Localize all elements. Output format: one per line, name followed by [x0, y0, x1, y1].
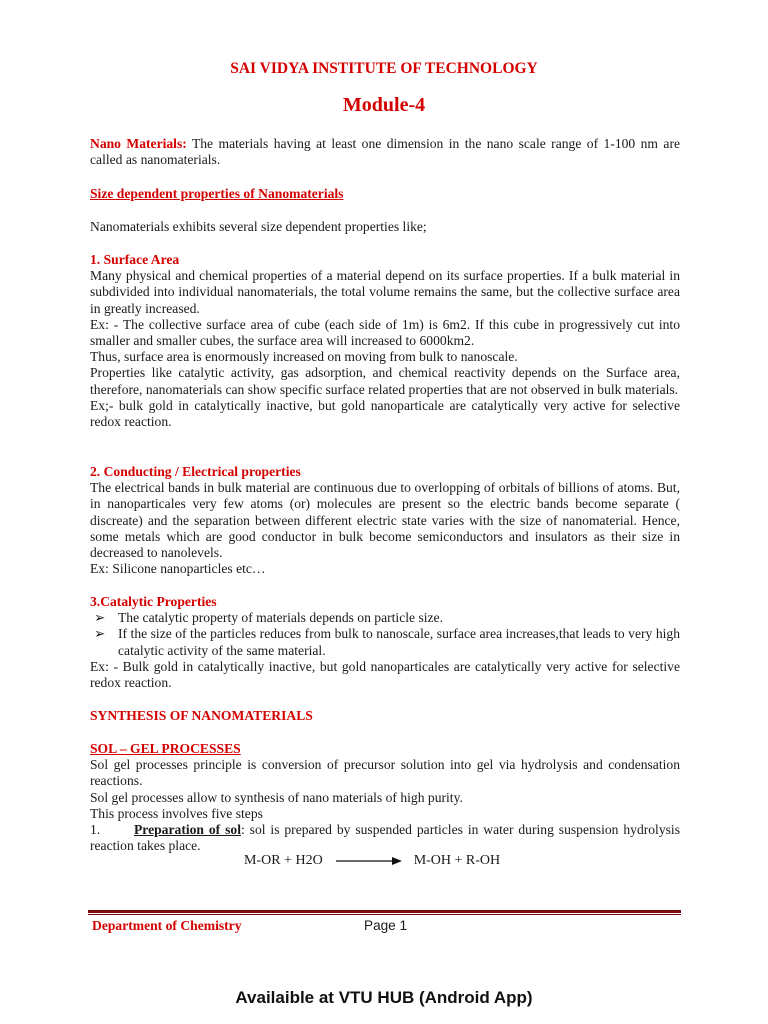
catalytic-bullet-list	[90, 610, 680, 659]
conducting-section	[90, 464, 680, 577]
intro-definition: The materials having at least one dimension in the nano scale range of 1-100 nm are called as nanomaterials.	[90, 136, 680, 168]
equation-lhs: M-OR + H2O	[244, 853, 323, 868]
step-number: 1.	[90, 822, 101, 838]
reaction-equation	[244, 853, 500, 869]
surface-area-body: Many physical and chemical properties of a material depend on its surface properties. If a bulk material in subdivided into individual nanomaterials, the total volume remains the same, but the collective surface area in greatly increased.	[90, 268, 680, 316]
arrow-bullet-icon: ➢	[94, 610, 106, 626]
size-section-lead: Nanomaterials exhibits several size dependent properties like;	[90, 219, 427, 234]
catalytic-example: Ex: - Bulk gold in catalytically inactive, but gold nanoparticales are catalytically very active for selective redox reaction.	[90, 658, 680, 691]
surface-area-example-1: Ex: - The collective surface area of cube (each side of 1m) is 6m2. If this cube in progressively cut into smaller and smaller cubes, the surface area will increased to 6000km2.	[90, 316, 680, 349]
bullet-text: The catalytic property of materials depends on particle size.	[118, 610, 443, 626]
catalytic-section	[90, 594, 680, 691]
app-banner: Availaible at VTU HUB (Android App)	[235, 988, 533, 1007]
intro-term: Nano Materials:	[90, 136, 187, 151]
step-text: : sol is prepared by suspended particles in water during suspension hydrolysis reaction takes place.	[90, 822, 680, 854]
list-item	[90, 626, 680, 658]
synthesis-heading: SYNTHESIS OF NANOMATERIALS	[90, 708, 313, 723]
sol-gel-section	[90, 741, 680, 854]
footer-rule	[88, 910, 681, 913]
synthesis-heading-wrap	[90, 708, 680, 724]
equation-rhs: M-OH + R-OH	[413, 853, 501, 868]
footer-page-number: Page 1	[364, 918, 408, 933]
step-title: Preparation of sol	[134, 822, 241, 838]
size-section-heading: Size dependent properties of Nanomaterials	[90, 186, 344, 201]
sol-gel-paragraph-1: Sol gel processes principle is conversion of precursor solution into gel via hydrolysis and condensation reactions.	[90, 757, 680, 789]
step-1	[90, 822, 680, 854]
reaction-arrow-icon	[336, 856, 402, 866]
module-title: Module-4	[342, 94, 426, 116]
footer-rule-thin	[88, 914, 681, 915]
size-section-heading-wrap	[90, 186, 680, 202]
surface-area-properties: Properties like catalytic activity, gas adsorption, and chemical reactivity depends on the Surface area, therefore, nanomaterials can show specific surface related properties that are not observed in bulk materials.	[90, 365, 680, 397]
surface-area-heading: 1. Surface Area	[90, 252, 180, 267]
surface-area-example-2: Ex;- bulk gold in catalytically inactive, but gold nanoparticale are catalytically very active for selective redox reaction.	[90, 397, 680, 430]
surface-area-section	[90, 252, 680, 430]
institute-title: SAI VIDYA INSTITUTE OF TECHNOLOGY	[230, 60, 538, 77]
sol-gel-heading: SOL – GEL PROCESSES	[90, 741, 241, 756]
conducting-heading: 2. Conducting / Electrical properties	[90, 464, 301, 479]
intro-paragraph	[90, 136, 680, 168]
footer-department: Department of Chemistry	[92, 918, 242, 933]
conducting-example: Ex: Silicone nanoparticles etc…	[90, 561, 266, 577]
arrow-bullet-icon: ➢	[94, 626, 106, 642]
sol-gel-paragraph-3: This process involves five steps	[90, 805, 263, 821]
sol-gel-paragraph-2: Sol gel processes allow to synthesis of nano materials of high purity.	[90, 789, 463, 805]
conducting-body: The electrical bands in bulk material are continuous due to overlopping of orbitals of billions of atoms. But, in nanoparticales very few atoms (or) molecules are present so the electric bands become separate ( discreate) and the separation between different electric state varies with the size of nanomaterial. Hence, some metals which are good conductor in bulk become semiconductors and insulators as their size in decreased to nanolevels.	[90, 480, 680, 561]
bullet-text: If the size of the particles reduces from bulk to nanoscale, surface area increases,that leads to very high catalytic activity of the same material.	[118, 626, 680, 658]
list-item	[90, 610, 680, 626]
surface-area-thus: Thus, surface area is enormously increased on moving from bulk to nanoscale.	[90, 349, 518, 365]
catalytic-heading: 3.Catalytic Properties	[90, 594, 217, 609]
